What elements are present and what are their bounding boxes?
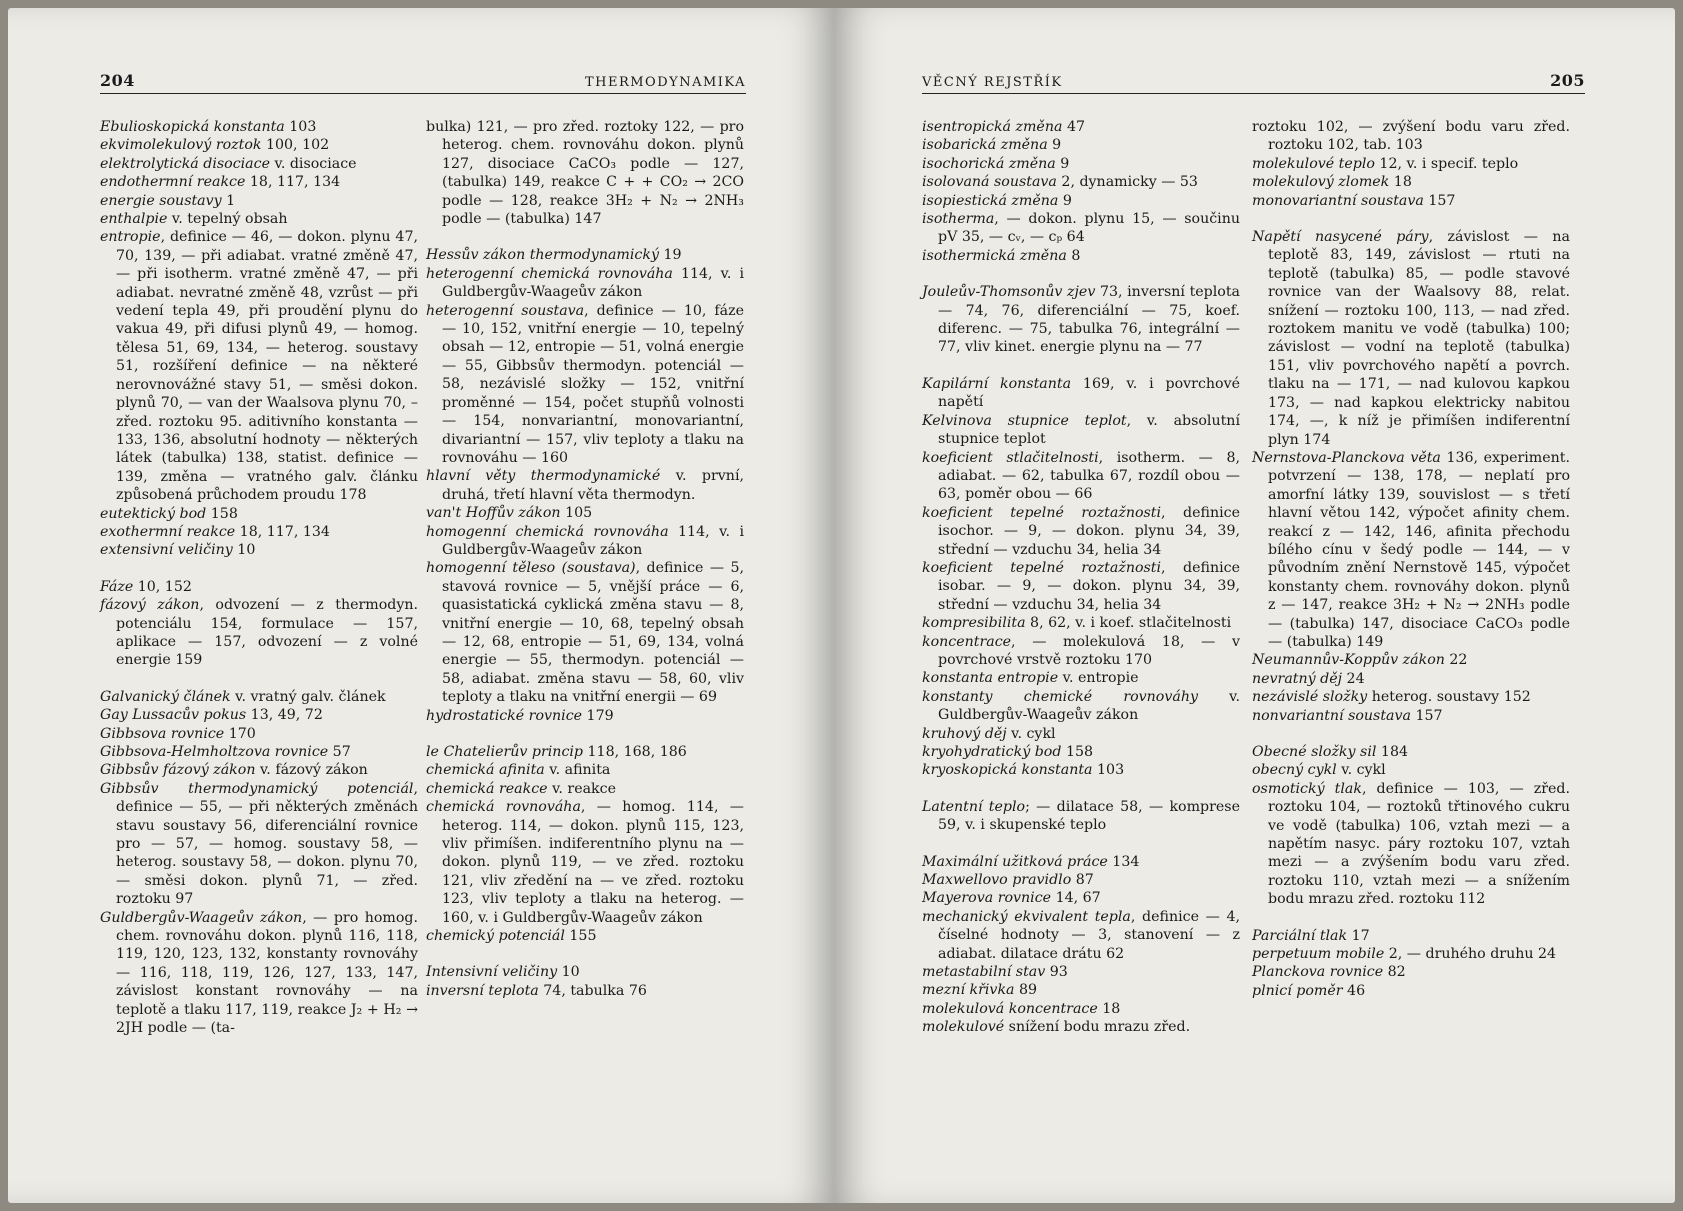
index-references: 118, 168, 186: [583, 744, 687, 760]
index-entry: [922, 1018, 1240, 1036]
index-term: Maxwellovo pravidlo: [922, 872, 1072, 889]
index-references: 9: [1058, 192, 1072, 209]
index-references: , definice — 46, — dokon. plynu 47, 70, 139, — při adiabat. vratné změně 47, — při isotherm. vratné změně 47, — při adiabat. nevratné změně 48, vzrůst — při vedení tepla 49, při proudění plynu do vakua 49, při difusi plynů 49, — homog. tělesa 51, 69, 134, — heterog. soustavy 51, rozšíření definice — na některé nerovnovážné stavy 51, — směsi dokon. plynů 70, — van der Waalsova plynu 70, – zřed. roztoku 95. aditivního konstanta — 133, 136, absolutní hodnoty — některých látek (tabulka) 138, statist. definice — 139, změna — vratného galv. článku způsobená průchodem proudu 178: [116, 229, 418, 504]
index-term: Planckova rovnice: [1252, 964, 1384, 981]
index-references: 18, 117, 134: [245, 174, 341, 191]
index-entry: [100, 155, 418, 173]
index-entry: [1252, 228, 1570, 449]
index-term: chemická reakce: [426, 780, 548, 797]
index-term: hlavní věty thermodynamické: [426, 468, 661, 485]
index-references: v. vratný galv. článek: [230, 688, 386, 705]
index-term: exothermní reakce: [100, 523, 236, 540]
index-entry: [922, 889, 1240, 907]
index-term: Jouleův-Thomsonův zjev: [922, 284, 1096, 301]
index-entry: [922, 725, 1240, 743]
index-references: , — pro homog. chem. rovnováhu dokon. plynů 116, 118, 119, 120, 123, 132, konstanty rovnováhy — 116, 118, 119, 126, 127, 133, 147, závislost konstant rovnováhy — na teplotě a tlaku 117, 119, reakce J₂ + H₂ → 2JH podle — (ta-: [116, 909, 418, 1037]
index-entry: [426, 743, 744, 761]
index-term: isentropická změna: [922, 119, 1063, 135]
index-entry: [922, 155, 1240, 173]
section-gap: [426, 725, 744, 743]
index-term: koeficient tepelné roztažnosti: [922, 559, 1162, 576]
index-entry: [100, 780, 418, 909]
index-references: 57: [328, 744, 351, 760]
index-entry: [426, 707, 744, 725]
index-references: , definice — 4, číselné hodnoty — 3, stanovení — z adiabat. dilatace drátu 62: [938, 908, 1240, 962]
index-references: 103: [284, 119, 317, 135]
index-entry: [426, 559, 744, 706]
index-term: Neumannův-Koppův zákon: [1252, 652, 1445, 669]
index-references: 82: [1383, 964, 1406, 981]
right-column-1: [922, 118, 1240, 1037]
index-term: kompresibilita: [922, 615, 1026, 632]
section-gap: [1252, 909, 1570, 927]
index-entry: [1252, 688, 1570, 706]
index-term: Gibbsova-Helmholtzova rovnice: [100, 744, 329, 760]
index-entry: [922, 1000, 1240, 1018]
index-term: nezávislé složky: [1252, 689, 1368, 706]
index-entry: [100, 505, 418, 523]
index-term: koeficient tepelné roztažnosti: [922, 504, 1162, 521]
index-entry: [1252, 173, 1570, 191]
index-entry: [922, 633, 1240, 670]
index-references: 18: [1389, 174, 1412, 191]
index-entry: [1252, 743, 1570, 761]
right-page-header: [922, 68, 1585, 94]
index-references: v. Guldbergův-Waageův zákon: [938, 688, 1240, 724]
index-references: 100, 102: [261, 137, 330, 154]
index-entry: [922, 210, 1240, 247]
index-entry: [1252, 670, 1570, 688]
index-entry: [922, 614, 1240, 632]
index-term: hydrostatické rovnice: [426, 707, 583, 724]
index-term: molekulová koncentrace: [922, 1000, 1098, 1017]
index-entry: [922, 688, 1240, 725]
index-term: Kelvinova stupnice teplot: [922, 412, 1127, 429]
section-gap: [100, 670, 418, 688]
index-entry: [100, 725, 418, 743]
index-references: v. disociace: [269, 155, 357, 172]
index-term: isothermická změna: [922, 247, 1067, 264]
index-references: 10, 152: [133, 578, 192, 595]
index-entry: [922, 908, 1240, 963]
index-references: heterog. soustavy 152: [1367, 689, 1531, 706]
index-references: , definice isochor. — 9, — dokon. plynu 34, 39, střední — vzduchu 34, helia 34: [938, 504, 1240, 558]
index-entry: [922, 669, 1240, 687]
index-term: isochorická změna: [922, 155, 1056, 172]
left-page: [8, 8, 834, 1203]
index-entry: [1252, 982, 1570, 1000]
index-references: 158: [206, 505, 238, 522]
index-term: heterogenní soustava: [426, 302, 585, 319]
index-references: 105: [560, 505, 593, 522]
section-gap: [922, 835, 1240, 853]
index-references: v. cykl: [1336, 762, 1386, 779]
index-entry: [1252, 963, 1570, 981]
index-entry: [100, 136, 418, 154]
index-references: 24: [1342, 670, 1365, 687]
index-entry: [426, 504, 744, 522]
index-term: nevratný děj: [1252, 670, 1343, 687]
index-term: chemická afinita: [426, 762, 545, 779]
index-entry: [922, 136, 1240, 154]
index-entry: [426, 963, 744, 981]
index-entry: [100, 909, 418, 1038]
section-gap: [922, 265, 1240, 283]
index-references: , závislost — na teplotě 83, 149, závislost — rtuti na teplotě (tabulka) 85, — podle stavové rovnice van der Waalsovy 88, relat. snížení — roztoku 100, 113, — nad zřed. roztokem manitu ve vodě (tabulka) 100; závislost — vodní na teplotě (tabulka) 151, vliv povrchového napětí a povrch. tlaku na — 171, — nad kulovou kapkou 173, — nad kapkou elektricky nabitou 174, —, k níž je přimíšen indiferentní plyn 174: [1268, 229, 1571, 448]
index-entry: [1252, 780, 1570, 909]
index-entry: [1252, 945, 1570, 963]
index-references: v. první, druhá, třetí hlavní věta thermodyn.: [442, 468, 744, 503]
index-entry: [922, 743, 1240, 761]
index-term: le Chatelierův princip: [426, 744, 584, 760]
index-references: 46: [1342, 982, 1366, 999]
index-references: 9: [1047, 137, 1062, 154]
index-entry: [100, 688, 418, 706]
index-entry: [922, 504, 1240, 559]
index-references: , definice — 5, stavová rovnice — 5, vnější práce — 6, quasistatická cyklická změna stavu — 8, vnitřní energie — 10, 68, tepelný obsah — 12, 68, entropie — 51, 69, 134, volná energie — 55, thermodyn. potenciál — 58, adiabat. změna stavu — 58, 60, vliv teploty a tlaku na vnitřní energii — 69: [442, 560, 744, 706]
index-references: v. afinita: [544, 762, 611, 779]
index-term: homogenní chemická rovnováha: [426, 523, 669, 540]
index-term: Galvanický článek: [100, 688, 231, 705]
index-entry: [100, 118, 418, 136]
index-references: 12, v. i specif. teplo: [1374, 155, 1519, 172]
index-references: ; — dilatace 58, — komprese 59, v. i skupenské teplo: [938, 798, 1240, 834]
index-entry: [1252, 651, 1570, 669]
index-term: perpetuum mobile: [1252, 946, 1385, 963]
index-term: konstanty chemické rovnováhy: [922, 688, 1198, 705]
index-references: v. reakce: [547, 780, 616, 797]
index-term: osmotický tlak: [1252, 780, 1362, 797]
index-term: ekvimolekulový roztok: [100, 137, 262, 154]
index-references: 93: [1045, 964, 1068, 981]
index-term: entropie: [100, 229, 161, 246]
index-term: chemický potenciál: [426, 928, 565, 945]
index-entry: [1252, 707, 1570, 725]
index-entry: [100, 541, 418, 559]
index-references: 9: [1055, 155, 1070, 172]
index-references: 73, inversní teplota — 74, 76, diferenciální — 75, koef. diferenc. — 75, tabulka 76, integrální — 77, vliv kinet. energie plynu na — 77: [938, 284, 1240, 356]
index-entry: [922, 871, 1240, 889]
index-references: , — dokon. plynu 15, — součinu pV 35, — cᵥ, — cₚ 64: [938, 211, 1240, 246]
right-running-head: VĚCNÝ REJSTŘÍK: [922, 75, 1063, 90]
index-references: , definice — 10, fáze — 10, 152, vnitřní energie — 10, tepelný obsah — 12, entropie — 51, volná energie — 55, Gibbsův thermodyn. potenciál — 58, nezávislé složky — 152, vnitřní proměnné — 154, počet stupňů volnosti — 154, nonvariantní, monovariantní, divariantní — 157, vliv teploty a tlaku na rovnováhu — 160: [442, 302, 744, 466]
index-entry: [100, 210, 418, 228]
index-entry: [1252, 927, 1570, 945]
index-term: Gibbsův fázový zákon: [100, 762, 256, 779]
left-page-header: [100, 68, 746, 94]
index-term: kryohydratický bod: [922, 744, 1062, 760]
index-references: bulka) 121, — pro zřed. roztoky 122, — pro heterog. chem. rovnováhu dokon. plynů 127, disociace CaCO₃ podle — 127, (tabulka) 149, reakce C + + CO₂ → 2CO podle — 128, reakce 3H₂ + N₂ → 2NH₃ podle — (tabulka) 147: [426, 119, 744, 228]
index-references: 155: [564, 928, 597, 945]
index-references: 1: [221, 192, 236, 209]
index-entry: [922, 559, 1240, 614]
index-references: 169, v. i povrchové napětí: [938, 375, 1240, 411]
left-running-head: THERMODYNAMIKA: [584, 75, 746, 90]
index-references: , definice — 55, — při některých změnách stavu soustavy 56, diferenciální rovnice pro — 57, — homog. soustavy 58, — heterog. soustavy 58, — dokon. plynu 70, — směsi dokon. plynů 71, — zřed. roztoku 97: [116, 780, 418, 908]
index-references: , — homog. 114, — heterog. 114, — dokon. plynů 115, 123, vliv přimíšen. indiferentního plynu na — dokon. plynů 119, — ve zřed. roztoku 121, vliv zředění na — ve zřed. roztoku 123, vliv teploty a tlaku na heterog. — 160, v. i Guldbergův-Waageův zákon: [442, 799, 744, 926]
index-entry: [1252, 192, 1570, 210]
index-entry: [426, 246, 744, 264]
index-term: metastabilní stav: [922, 964, 1046, 981]
index-term: plnicí poměr: [1252, 982, 1343, 999]
index-term: nonvariantní soustava: [1252, 707, 1411, 724]
index-entry: [922, 981, 1240, 999]
right-page: [834, 8, 1675, 1203]
index-references: 2, — druhého druhu 24: [1384, 946, 1557, 963]
index-references: 8, 62, v. i koef. stlačitelnosti: [1025, 615, 1232, 632]
index-references: 10: [232, 542, 256, 559]
index-term: Obecné složky sil: [1252, 744, 1377, 760]
index-term: molekulové: [922, 1019, 1005, 1036]
index-term: eutektický bod: [100, 505, 207, 522]
index-references: , odvození — z thermodyn. potenciálu 154, formulace — 157, aplikace — 157, odvození — z volné energie 159: [116, 597, 418, 669]
index-term: Mayerova rovnice: [922, 890, 1052, 907]
index-entry: [1252, 761, 1570, 779]
index-references: 114, v. i Guldbergův-Waageův zákon: [442, 265, 745, 301]
index-term: kryoskopická konstanta: [922, 762, 1093, 779]
index-entry: [1252, 118, 1570, 155]
index-term: Gibbsův thermodynamický potenciál: [100, 780, 414, 797]
index-references: 103: [1092, 762, 1125, 779]
index-references: 18, 117, 134: [235, 523, 330, 540]
index-entry: [922, 798, 1240, 835]
index-references: 8: [1066, 247, 1081, 264]
index-references: 74, tabulka 76: [538, 982, 647, 999]
index-references: 2, dynamicky — 53: [1056, 174, 1198, 191]
section-gap: [1252, 725, 1570, 743]
index-references: snížení bodu mrazu zřed.: [1004, 1019, 1191, 1036]
index-term: Guldbergův-Waageův zákon: [100, 909, 303, 926]
index-term: inversní teplota: [426, 982, 539, 999]
index-references: 184: [1376, 744, 1409, 760]
index-entry: [1252, 155, 1570, 173]
index-term: enthalpie: [100, 211, 168, 228]
index-term: isolovaná soustava: [922, 174, 1057, 191]
left-column-1: [100, 118, 418, 1038]
index-entry: [426, 982, 744, 1000]
index-entry: [100, 578, 418, 596]
index-entry: [922, 449, 1240, 504]
index-entry: [100, 743, 418, 761]
index-term: konstanta entropie: [922, 670, 1059, 687]
index-term: Ebulioskopická konstanta: [100, 119, 285, 135]
index-term: homogenní těleso (soustava): [426, 560, 636, 577]
index-term: extensivní veličiny: [100, 542, 233, 559]
index-entry: [100, 706, 418, 724]
index-entry: [922, 283, 1240, 357]
index-term: Gay Lussacův pokus: [100, 707, 247, 724]
index-entry: [922, 247, 1240, 265]
index-references: 89: [1014, 982, 1038, 999]
index-references: 19: [658, 247, 682, 264]
index-term: fázový zákon: [100, 597, 200, 614]
index-references: , — molekulová 18, — v povrchové vrstvě roztoku 170: [938, 633, 1240, 668]
index-references: 179: [582, 707, 614, 724]
right-column-2: [1252, 118, 1570, 1000]
index-references: 114, v. i Guldbergův-Waageův zákon: [442, 523, 744, 558]
index-entry: [922, 412, 1240, 449]
index-term: Napětí nasycené páry: [1252, 229, 1429, 246]
index-term: energie soustavy: [100, 192, 222, 209]
index-term: koeficient stlačitelnosti: [922, 449, 1099, 466]
index-entry: [426, 798, 744, 927]
index-term: Hessův zákon thermodynamický: [426, 247, 659, 264]
section-gap: [922, 357, 1240, 375]
index-term: heterogenní chemická rovnováha: [426, 265, 673, 282]
index-references: 10: [557, 964, 580, 981]
index-entry: [426, 302, 744, 468]
index-references: 18: [1097, 1000, 1121, 1017]
section-gap: [100, 560, 418, 578]
index-references: 136, experiment. potvrzení — 138, 178, — neplatí pro amorfní látky 139, souvislost — s třetí hlavní větou 142, výpočet afinity chem. reakcí z — 142, 146, afinita přechodu bílého cínu v šedý podle — 144, — v původním znění Nernstově 145, výpočet konstanty chem. rovnováhy dokon. plynů z — 147, reakce 3H₂ + N₂ → 2NH₃ podle — (tabulka) 147, disociace CaCO₃ podle — (tabulka) 149: [1268, 449, 1570, 650]
index-references: , isotherm. — 8, adiabat. — 62, tabulka 67, rozdíl obou — 63, poměr obou — 66: [938, 449, 1240, 503]
index-term: Maximální užitková práce: [922, 853, 1108, 870]
index-entry: [426, 118, 744, 228]
index-references: 47: [1062, 119, 1086, 135]
index-entry: [922, 118, 1240, 136]
index-term: molekulové teplo: [1252, 155, 1375, 172]
left-column-2: [426, 118, 744, 1000]
index-references: , v. absolutní stupnice teplot: [938, 412, 1240, 448]
index-entry: [922, 963, 1240, 981]
index-references: , definice isobar. — 9, — dokon. plynu 34, 39, střední — vzduchu 34, helia 34: [938, 559, 1240, 613]
index-references: v. cykl: [1006, 725, 1056, 742]
index-entry: [922, 853, 1240, 871]
index-references: 14, 67: [1051, 890, 1101, 907]
section-gap: [1252, 210, 1570, 228]
index-term: Kapilární konstanta: [922, 375, 1072, 392]
index-references: 134: [1107, 853, 1140, 870]
index-references: 13, 49, 72: [246, 707, 323, 724]
index-term: elektrolytická disociace: [100, 155, 270, 172]
index-term: kruhový děj: [922, 725, 1007, 742]
index-entry: [100, 596, 418, 670]
index-entry: [100, 523, 418, 541]
right-page-number: 205: [1550, 71, 1585, 90]
index-entry: [922, 375, 1240, 412]
index-term: Nernstova-Planckova věta: [1252, 449, 1441, 466]
index-entry: [426, 265, 744, 302]
index-entry: [426, 523, 744, 560]
index-term: molekulový zlomek: [1252, 174, 1390, 191]
index-entry: [922, 761, 1240, 779]
index-term: isopiestická změna: [922, 192, 1059, 209]
index-term: Parciální tlak: [1252, 927, 1348, 944]
index-references: 17: [1347, 927, 1370, 944]
index-entry: [100, 173, 418, 191]
section-gap: [426, 228, 744, 246]
index-references: v. tepelný obsah: [167, 211, 288, 228]
index-entry: [922, 192, 1240, 210]
index-references: 158: [1061, 744, 1094, 760]
index-references: 170: [224, 725, 256, 742]
index-entry: [426, 761, 744, 779]
index-entry: [100, 228, 418, 504]
index-term: mechanický ekvivalent tepla: [922, 908, 1131, 925]
index-entry: [922, 173, 1240, 191]
index-references: 157: [1423, 192, 1456, 209]
index-term: chemická rovnováha: [426, 799, 581, 816]
index-entry: [426, 927, 744, 945]
index-term: isotherma: [922, 211, 995, 228]
index-entry: [100, 192, 418, 210]
index-term: Latentní teplo: [922, 798, 1026, 815]
index-term: monovariantní soustava: [1252, 192, 1424, 209]
index-term: Intensivní veličiny: [426, 964, 558, 981]
index-references: roztoku 102, — zvýšení bodu varu zřed. roztoku 102, tab. 103: [1252, 119, 1570, 154]
index-references: 22: [1444, 652, 1468, 669]
section-gap: [922, 780, 1240, 798]
index-entry: [1252, 449, 1570, 651]
index-entry: [426, 780, 744, 798]
index-entry: [100, 761, 418, 779]
index-references: v. fázový zákon: [255, 762, 368, 779]
index-term: isobarická změna: [922, 137, 1048, 154]
index-term: mezní křivka: [922, 982, 1015, 999]
section-gap: [426, 945, 744, 963]
index-term: obecný cykl: [1252, 762, 1337, 779]
left-page-number: 204: [100, 71, 135, 90]
index-term: Gibbsova rovnice: [100, 725, 225, 742]
index-term: van't Hoffův zákon: [426, 505, 561, 522]
index-term: Fáze: [100, 578, 134, 595]
index-references: 157: [1410, 707, 1443, 724]
index-term: endothermní reakce: [100, 174, 246, 191]
index-entry: [426, 467, 744, 504]
index-references: 87: [1071, 872, 1094, 889]
index-references: v. entropie: [1058, 670, 1139, 687]
index-term: koncentrace: [922, 633, 1012, 650]
index-references: , definice — 103, — zřed. roztoku 104, — roztoků třtinového cukru ve vodě (tabulka) 106, vztah mezi — a napětím nasyc. páry roztoku 107, vztah mezi — a zvýšením bodu varu zřed. roztoku 110, vztah mezi — a snížením bodu mrazu zřed. roztoku 112: [1268, 780, 1570, 908]
